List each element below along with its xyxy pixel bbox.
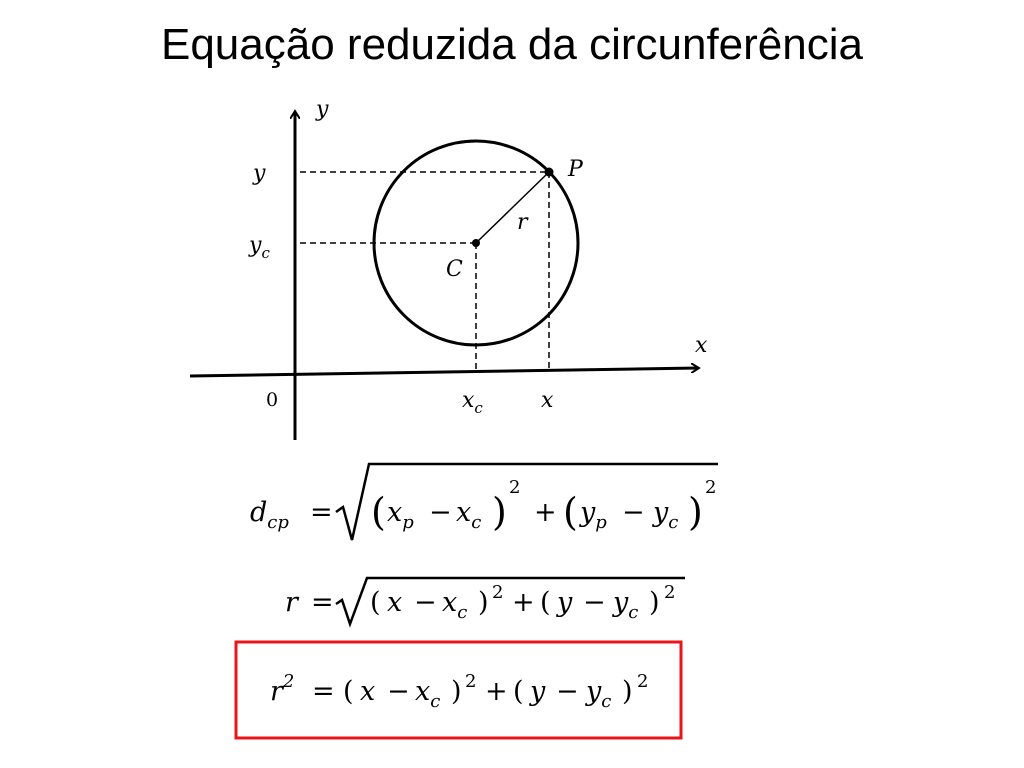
coordinate-diagram (190, 97, 708, 440)
tick-x-label: x (541, 388, 554, 413)
radius-exp-1: 2 (492, 582, 504, 603)
distance-exp-2: 2 (705, 477, 717, 498)
reduced-yc: $y_c$ (586, 676, 612, 712)
radius-minus-2: − (583, 587, 606, 618)
reduced-rparen-2: ) (622, 676, 633, 707)
x-axis (190, 368, 698, 376)
distance-minus-1: − (429, 497, 452, 528)
radius-y: y (557, 587, 573, 618)
reduced-equals: = (312, 676, 335, 707)
reduced-lparen-1: ( (343, 676, 354, 707)
radius-exp-2: 2 (664, 582, 676, 603)
reduced-plus: + (485, 676, 508, 707)
distance-lparen-1: ( (371, 490, 386, 534)
radius-segment (476, 172, 549, 243)
radius-label: r (517, 210, 528, 235)
tick-xc-label: $x_c$ (462, 388, 483, 417)
radius-xc: $x_c$ (442, 587, 468, 623)
axis-y-label: y (316, 97, 329, 122)
radius-minus-1: − (414, 587, 437, 618)
radius-yc: $y_c$ (613, 587, 639, 623)
distance-lparen-2: ( (563, 490, 578, 534)
distance-yc: $y_c$ (653, 497, 679, 533)
equation-distance (250, 464, 718, 540)
reduced-lparen-2: ( (513, 676, 524, 707)
distance-xp: $x_p$ (387, 497, 414, 533)
slide-title: Equação reduzida da circunferência (160, 20, 863, 69)
reduced-lhs: $r^2$ (270, 671, 295, 707)
equation-radius (285, 578, 685, 624)
tick-yc-label: $y_c$ (249, 233, 270, 262)
radius-lparen-2: ( (540, 587, 551, 618)
distance-exp-1: 2 (509, 477, 521, 498)
distance-xc: $x_c$ (456, 497, 482, 533)
center-label: C (446, 257, 463, 282)
radius-lparen-1: ( (370, 587, 381, 618)
distance-rparen-1: ) (492, 490, 507, 534)
radius-plus: + (512, 587, 535, 618)
point-p-dot (545, 168, 554, 177)
reduced-xc: $x_c$ (415, 676, 441, 712)
distance-rparen-2: ) (688, 490, 703, 534)
reduced-x: x (360, 676, 376, 707)
distance-plus: + (534, 497, 557, 528)
reduced-minus-2: − (556, 676, 579, 707)
reduced-exp-1: 2 (465, 671, 477, 692)
point-p-label: P (568, 157, 583, 182)
reduced-minus-1: − (387, 676, 410, 707)
tick-y-label: y (253, 161, 266, 186)
reduced-exp-2: 2 (637, 671, 649, 692)
equation-reduced (236, 642, 681, 738)
radius-rparen-1: ) (478, 587, 489, 618)
distance-yp: $y_p$ (580, 497, 607, 533)
origin-label: 0 (266, 389, 279, 411)
reduced-y: y (530, 676, 546, 707)
radius-rparen-2: ) (649, 587, 660, 618)
distance-lhs: $d_{cp}$ (250, 497, 289, 533)
reduced-rparen-1: ) (451, 676, 462, 707)
radius-x: x (387, 587, 403, 618)
distance-equals: = (310, 497, 333, 528)
center-dot (472, 239, 480, 247)
radius-equals: = (311, 587, 334, 618)
distance-minus-2: − (622, 497, 645, 528)
axis-x-label: x (695, 333, 708, 358)
radius-lhs: r (285, 587, 298, 618)
